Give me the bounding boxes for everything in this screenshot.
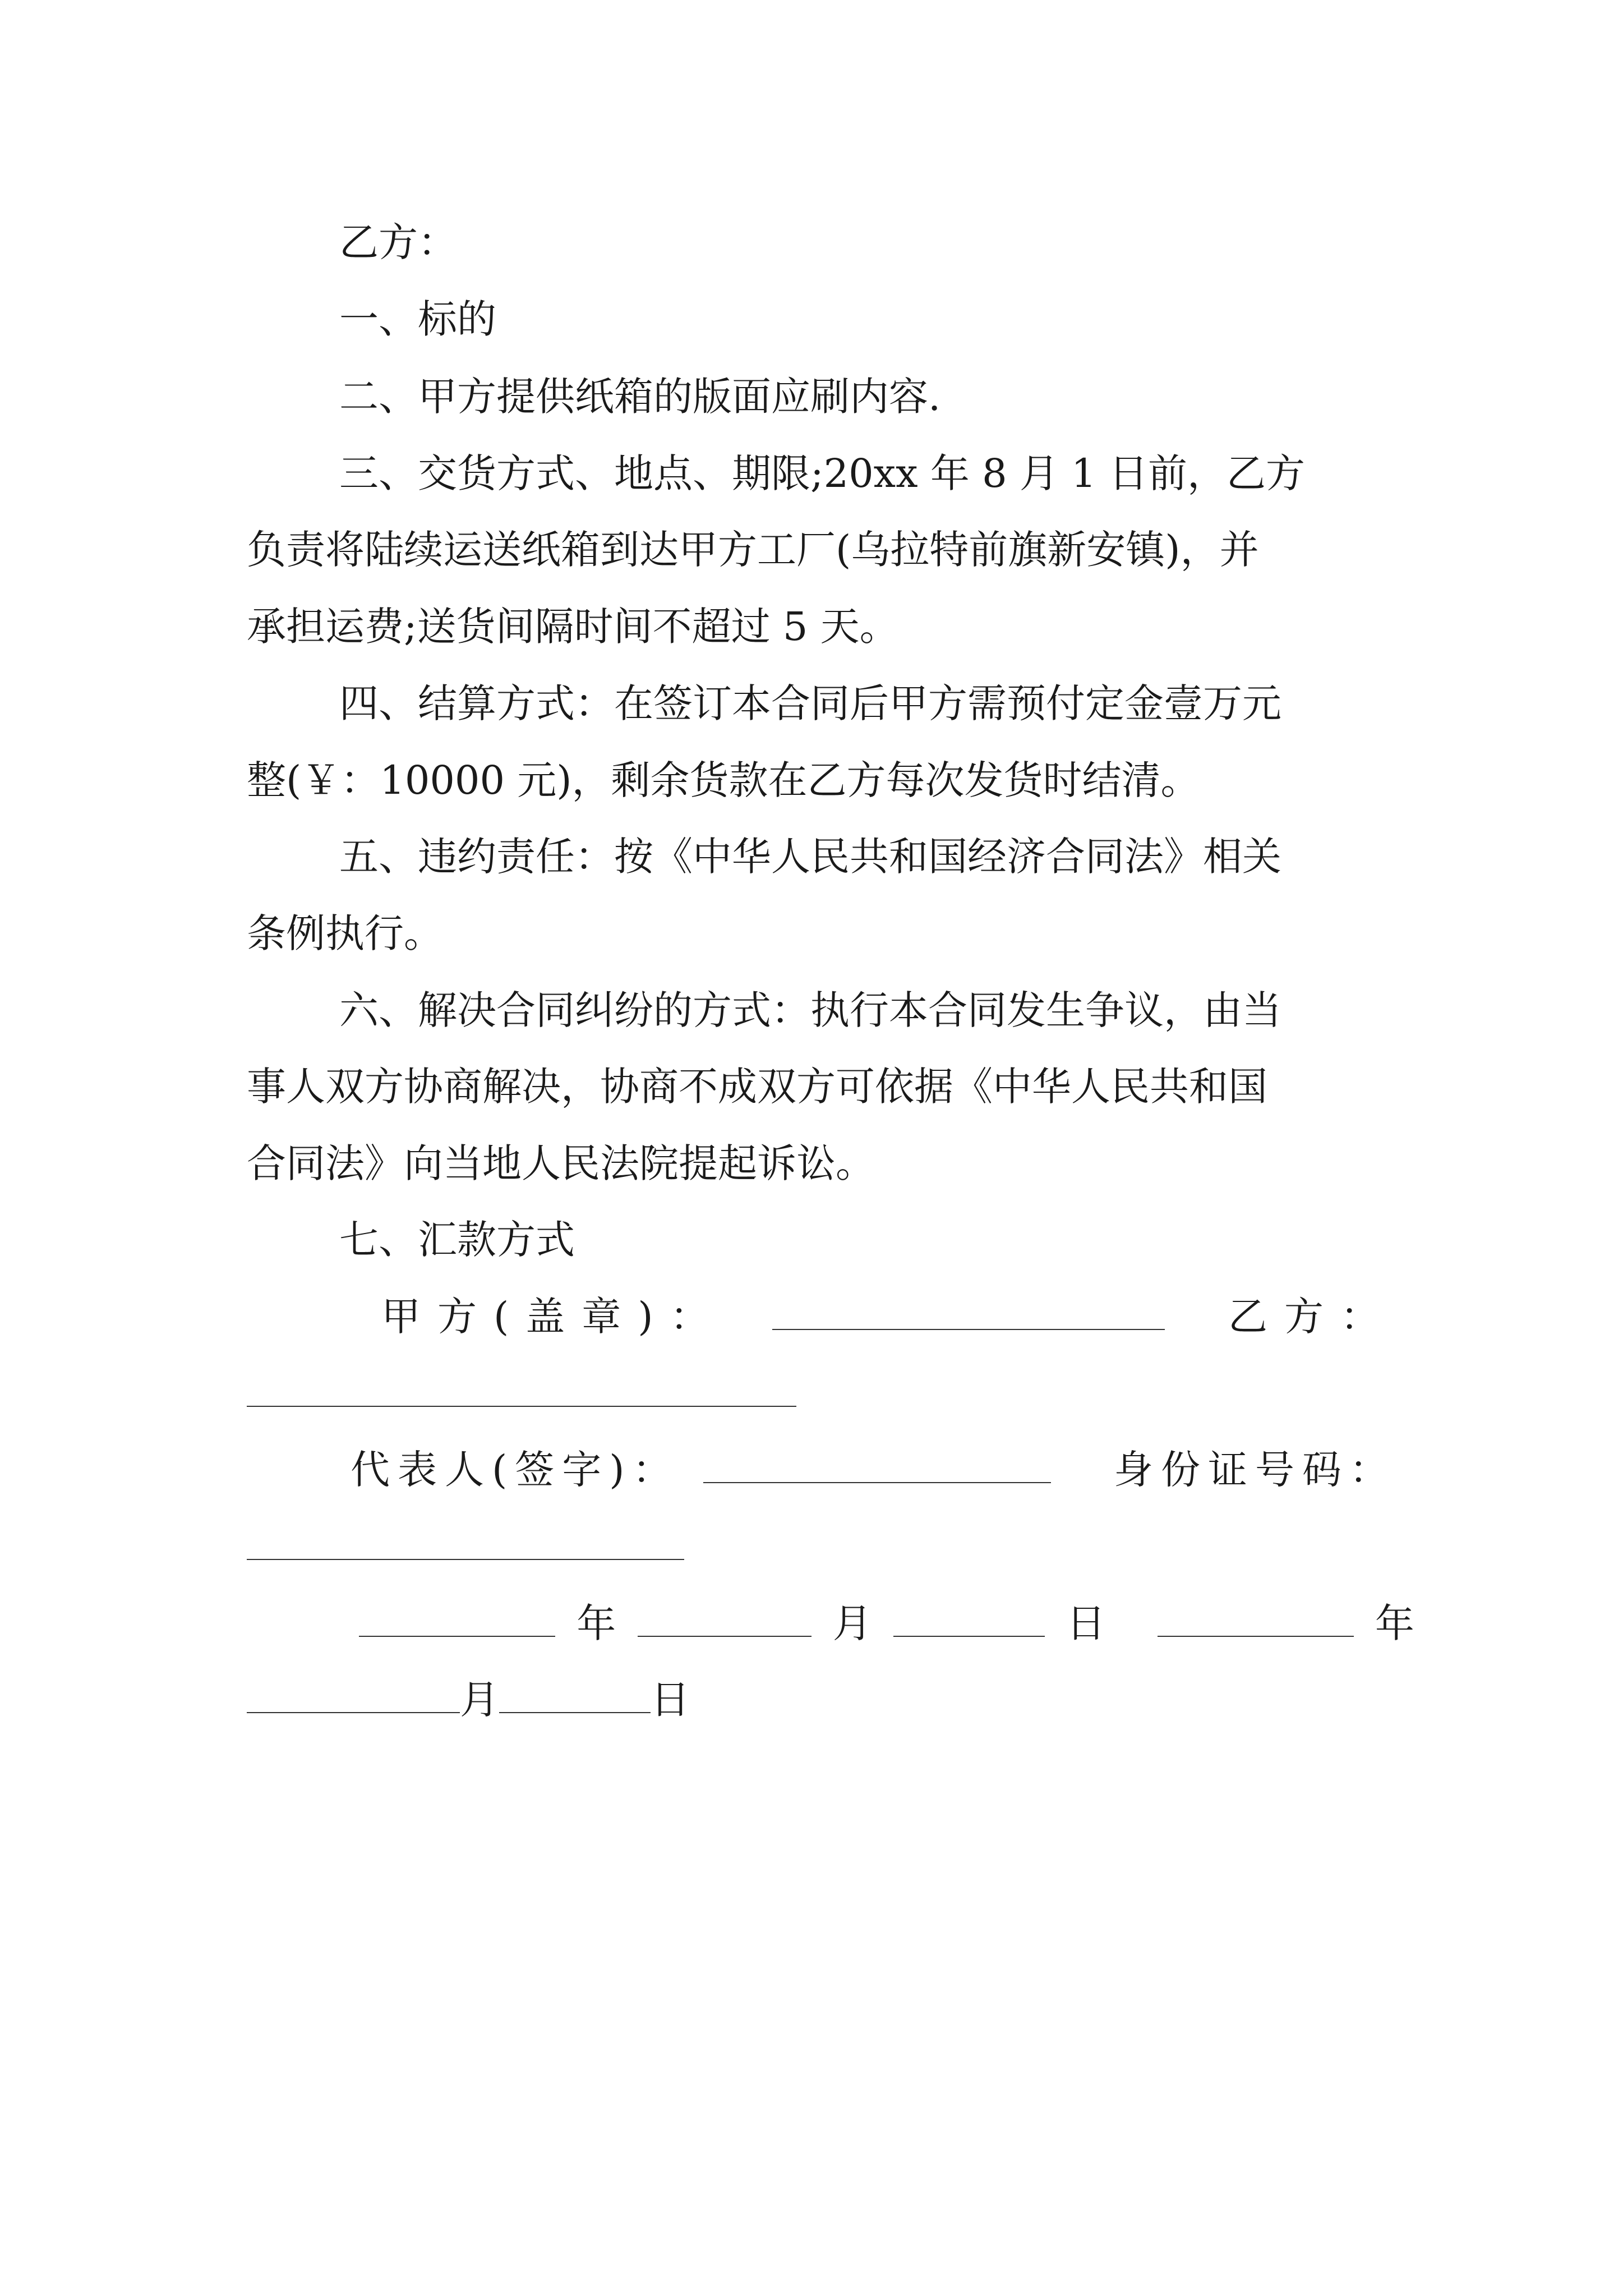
signature-row-parties — [381, 1293, 1396, 1340]
date-a-year-blank — [359, 1603, 555, 1637]
date-b-day-label: 日 — [651, 1677, 690, 1723]
signature-row-representative — [351, 1446, 1396, 1493]
clause-7: 七、汇款方式 — [339, 1217, 575, 1263]
clause-6-line-1: 六、解决合同纠纷的方式：执行本合同发生争议，由当 — [339, 987, 1281, 1033]
date-b-year-blank — [1158, 1603, 1354, 1637]
date-row-1 — [359, 1600, 1414, 1647]
clause-1: 一、标的 — [339, 296, 496, 342]
date-b-month-blank — [247, 1680, 460, 1713]
date-b-year-label: 年 — [1375, 1600, 1414, 1646]
clause-3-line-2: 负责将陆续运送纸箱到达甲方工厂(乌拉特前旗新安镇)，并 — [247, 527, 1259, 573]
date-a-month-blank — [638, 1603, 811, 1637]
representative-blank — [703, 1450, 1051, 1483]
clause-6-line-3: 合同法》向当地人民法院提起诉讼。 — [247, 1140, 875, 1186]
party-b-sig-blank — [247, 1373, 796, 1407]
date-a-day-label: 日 — [1066, 1600, 1106, 1646]
party-b-sig-row — [247, 1370, 1396, 1417]
date-a-year-label: 年 — [577, 1600, 616, 1646]
clause-3-line-3: 承担运费;送货间隔时间不超过 5 天。 — [247, 604, 899, 650]
clause-3-line-1: 三、交货方式、地点、期限;20xx 年 8 月 1 日前，乙方 — [339, 450, 1305, 496]
clause-5-line-1: 五、违约责任：按《中华人民共和国经济合同法》相关 — [339, 834, 1281, 880]
date-a-day-blank — [893, 1603, 1045, 1637]
date-row-2 — [247, 1676, 1396, 1723]
date-b-day-blank — [499, 1680, 651, 1713]
id-number-blank — [247, 1526, 684, 1560]
clause-4-line-2: 整(￥：10000 元)，剩余货款在乙方每次发货时结清。 — [247, 757, 1200, 803]
clause-4-line-1: 四、结算方式：在签订本合同后甲方需预付定金壹万元 — [339, 680, 1281, 726]
party-b-label: 乙方： — [339, 219, 457, 265]
id-number-label: 身份证号码： — [1114, 1447, 1396, 1493]
clause-5-line-2: 条例执行。 — [247, 910, 443, 956]
date-b-month-label: 月 — [460, 1677, 499, 1723]
party-a-seal-label: 甲方(盖章)： — [381, 1294, 726, 1340]
party-a-seal-blank — [772, 1296, 1165, 1330]
id-number-row — [247, 1523, 1396, 1570]
clause-6-line-2: 事人双方协商解决，协商不成双方可依据《中华人民共和国 — [247, 1064, 1267, 1110]
party-b-sig-label: 乙方： — [1228, 1294, 1396, 1340]
date-a-month-label: 月 — [832, 1600, 872, 1646]
representative-label: 代表人(签字)： — [351, 1447, 680, 1493]
clause-2: 二、甲方提供纸箱的版面应刷内容. — [339, 374, 941, 420]
